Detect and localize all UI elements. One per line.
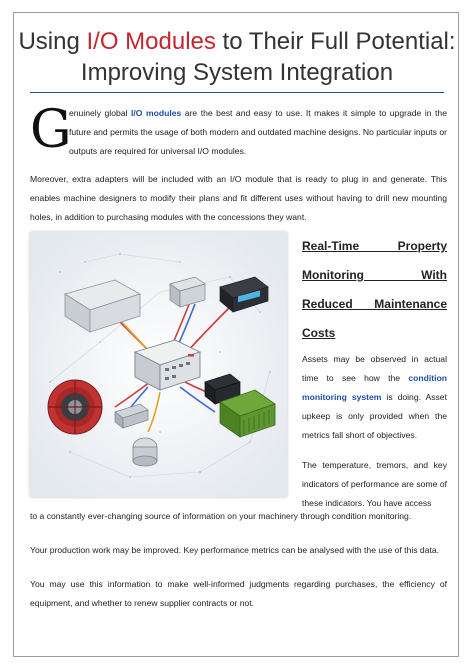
full-paragraph-1: to a constantly ever-changing source of information on your machinery through condition monitoring. xyxy=(30,511,412,521)
section-heading xyxy=(302,232,447,348)
side-paragraph-1-before: Assets may be observed in actual time to see how the xyxy=(302,354,447,383)
full-paragraph-2: Your production work may be improved. Key performance metrics can be analysed with the use of this data. xyxy=(30,545,440,555)
title-highlight: I/O Modules xyxy=(86,28,216,55)
paragraph-1: Moreover, extra adapters will be included with an I/O module that is ready to plug in and generate. This enables machine designers to modify their plans and fit different uses without having to drill new mounting holes, in addition to purchasing modules with the concessions they want. xyxy=(30,174,447,222)
io-module-illustration-svg xyxy=(30,232,287,497)
intro-lead: enuinely global xyxy=(69,108,131,118)
side-paragraph-1-after: is doing. Asset upkeep is only provided when the metrics fall short of objectives. xyxy=(302,392,447,440)
side-paragraph-1 xyxy=(302,350,447,445)
title-divider xyxy=(30,92,444,93)
drop-cap: G xyxy=(30,100,72,160)
heading-line-1: Real-Time Property xyxy=(302,239,447,253)
io-module-illustration xyxy=(30,232,287,497)
title-suffix: to Their Full Potential: Improving System Integration xyxy=(80,28,456,86)
heading-line-3: Reduced Maintenance xyxy=(302,297,447,311)
full-paragraph-3: You may use this information to make well-informed judgments regarding purchases, the efficiency of equipment, and whether to renew supplier contracts or not. xyxy=(30,579,447,608)
condition-monitoring-link[interactable]: condition monitoring system xyxy=(302,373,447,402)
heading-line-4: Costs xyxy=(302,326,336,340)
side-paragraph-2: The temperature, tremors, and key indicators of performance are some of these indicators. You have access xyxy=(302,460,447,508)
heading-line-2: Monitoring With xyxy=(302,268,447,282)
page-title xyxy=(0,26,474,88)
intro-paragraph xyxy=(69,104,447,161)
io-modules-link[interactable]: I/O modules xyxy=(130,108,182,118)
intro-rest: are the best and easy to use. It makes it simple to upgrade in the future and permits the usage of both modern and outdated machine designs. No particular inputs or outputs are required for universal I/O modules. xyxy=(69,108,447,156)
title-prefix: Using xyxy=(18,28,87,55)
